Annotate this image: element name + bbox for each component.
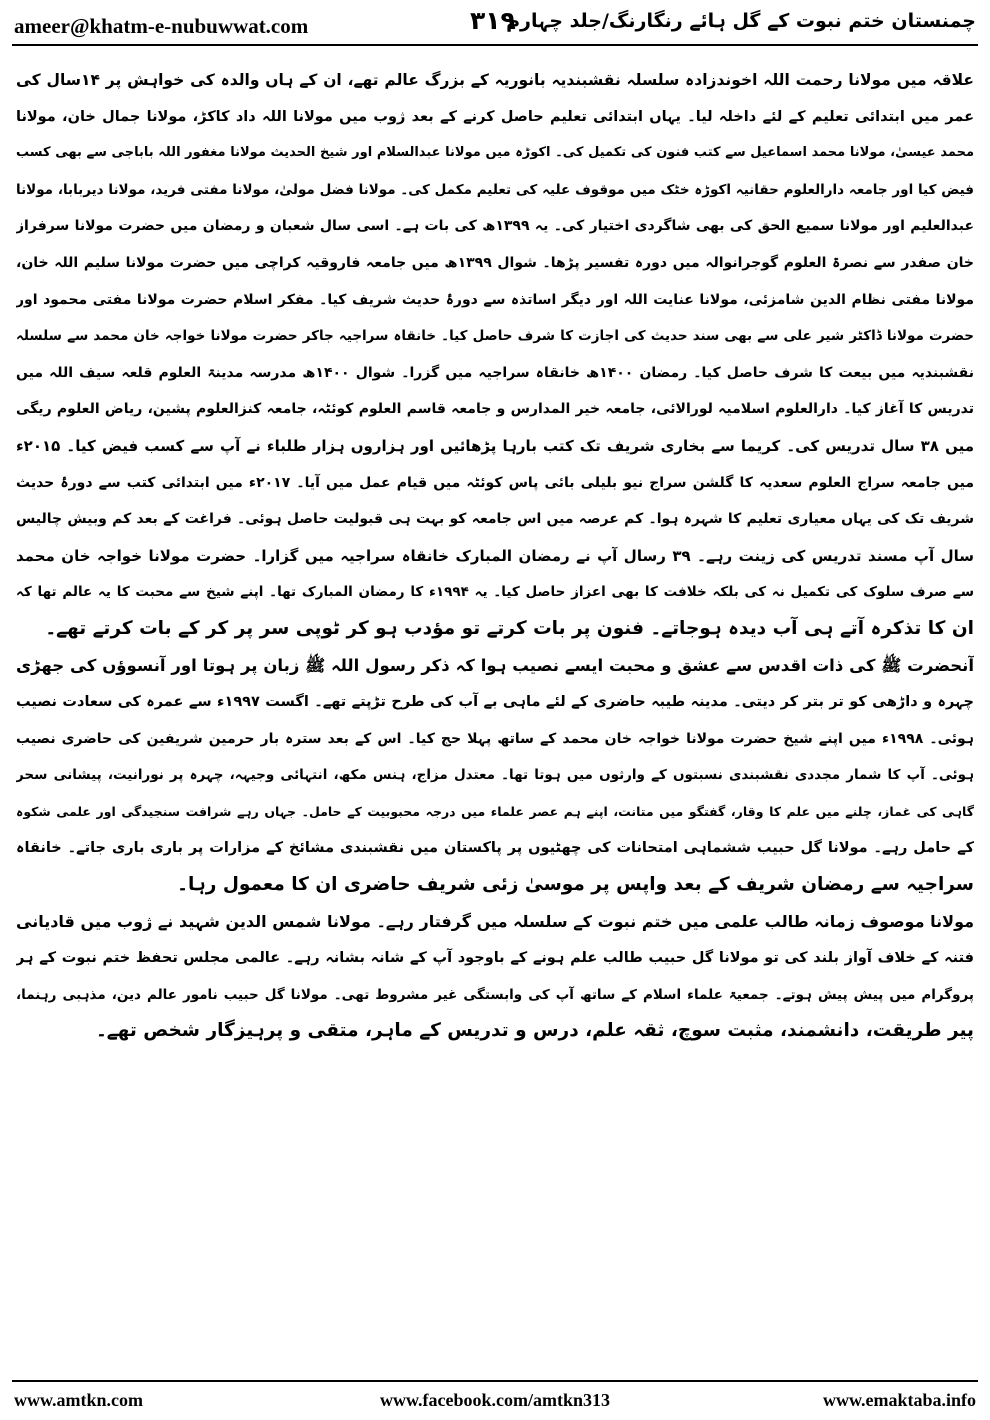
text-line: مولانا مفتی نظام الدین شامزئی، مولانا عنایت اللہ اور دیگر اساتذہ سے دورۂ حدیث شریف کیا۔ مفکر اسلام حضرت مولانا مفتی محمود اور xyxy=(16,291,974,308)
book-title: چمنستان ختم نبوت کے گل ہائے رنگارنگ/جلد چہارم xyxy=(506,10,976,32)
page-number: ۳۱۹ xyxy=(470,6,516,35)
text-line: فیض کیا اور جامعہ دارالعلوم حقانیہ اکوڑہ خٹک میں موقوف علیہ کی تعلیم مکمل کی۔ مولانا فضل مولیٰ، مولانا مفتی فرید، مولانا دیربابا، مولانا xyxy=(16,181,974,198)
footer-link-amtkn[interactable]: www.amtkn.com xyxy=(14,1390,143,1410)
page-footer xyxy=(0,1384,990,1420)
text-line: عمر میں ابتدائی تعلیم کے لئے داخلہ لیا۔ یہاں ابتدائی تعلیم حاصل کرنے کے بعد ژوب میں مولانا اللہ داد کاکڑ، مولانا جمال خان، مولانا xyxy=(16,108,974,125)
footer-link-facebook[interactable]: www.facebook.com/amtkn313 xyxy=(380,1390,610,1410)
paragraph-3 xyxy=(16,904,974,1050)
text-line: ہوئی۔ ۱۹۹۸ء میں اپنے شیخ حضرت مولانا خواجہ خان محمد کے ساتھ پہلا حج کیا۔ اس کے بعد سترہ بار حرمین شریفین کی حاضری نصیب xyxy=(16,730,974,747)
text-line: ہوئی۔ آپ کا شمار مجددی نقشبندی نسبتوں کے وارثوں میں ہوتا تھا۔ معتدل مزاج، ہنس مکھ، انتہائی وجیہہ، چہرہ پر نورانیت، پیشانی سحر xyxy=(16,767,974,784)
text-line: شریف تک کی یہاں معیاری تعلیم کا شہرہ ہوا۔ کم عرصہ میں اس جامعہ کو بہت ہی قبولیت حاصل ہوئی۔ فراغت کے بعد کم وبیش چالیس xyxy=(16,511,974,528)
header-email: ameer@khatm-e-nubuwwat.com xyxy=(14,14,309,38)
paragraph-2 xyxy=(16,648,974,904)
footer-link-emaktaba[interactable]: www.emaktaba.info xyxy=(822,1390,976,1410)
page-body xyxy=(16,62,974,1374)
footer-rule xyxy=(12,1380,978,1382)
text-line: سال آپ مسند تدریس کی زینت رہے۔ ۳۹ رسال آپ نے رمضان المبارک خانقاہ سراجیہ میں گزارا۔ حضرت مولانا خواجہ خان محمد xyxy=(16,546,974,565)
text-line: چہرہ و داڑھی کو تر بتر کر دیتی۔ مدینہ طیبہ حاضری کے لئے ماہی بے آب کی طرح تڑپتے تھے۔ اگست ۱۹۹۷ء سے عمرہ کی سعادت نصیب xyxy=(16,694,974,711)
text-line: عبدالعلیم اور مولانا سمیع الحق کی بھی شاگردی اختیار کی۔ یہ ۱۳۹۹ھ کی بات ہے۔ اسی سال شعبان و رمضان میں حضرت مولانا سرفراز xyxy=(16,218,974,235)
text-line: میں ۳۸ سال تدریس کی۔ کریما سے بخاری شریف تک کتب بارہا پڑھائیں اور ہزاروں ہزار طلباء نے آپ سے کسب فیض کیا۔ ۲۰۱۵ء xyxy=(16,436,974,455)
text-line: نقشبندیہ میں بیعت کا شرف حاصل کیا۔ رمضان ۱۴۰۰ھ خانقاہ سراجیہ میں گزرا۔ شوال ۱۴۰۰ھ مدرسہ مدینۃ العلوم قلعہ سیف اللہ میں xyxy=(16,364,974,381)
text-line: پیر طریقت، دانشمند، مثبت سوچ، ثقہ علم، درس و تدریس کے ماہر، متقی و پرہیزگار شخص تھے۔ xyxy=(95,1020,974,1042)
text-line: فتنہ کے خلاف آواز بلند کی تو مولانا گل حبیب طالب علم ہونے کے باوجود آپ کے شانہ بشانہ رہے۔ عالمی مجلس تحفظ ختم نبوت کے ہر xyxy=(16,950,974,967)
text-line: گاہی کی غماز، چلنے میں علم کا وقار، گفتگو میں متانت، اپنے ہم عصر علماء میں درجہ محبوبیت کے حامل۔ جہاں رہے شرافت سنجیدگی اور علمی شکوہ xyxy=(16,803,974,819)
text-line: پروگرام میں پیش پیش ہوتے۔ جمعیۃ علماء اسلام کے ساتھ آپ کی وابستگی غیر مشروط تھی۔ مولانا گل حبیب نامور عالم دین، مذہبی رہنما، xyxy=(16,986,974,1003)
text-line: حضرت مولانا ڈاکٹر شیر علی سے بھی سند حدیث کی اجازت کا شرف حاصل کیا۔ خانقاہ سراجیہ جاکر حضرت مولانا خواجہ خان محمد سے سلسلہ xyxy=(16,328,974,345)
text-line: محمد عیسیٰ، مولانا محمد اسماعیل سے کتب فنون کی تکمیل کی۔ اکوڑہ میں مولانا عبدالسلام اور شیخ الحدیث مولانا مغفور اللہ باباجی سے بھی کسب xyxy=(16,145,974,161)
text-line: خان صفدر سے نصرۃ العلوم گوجرانوالہ میں دورہ تفسیر پڑھا۔ شوال ۱۳۹۹ھ میں جامعہ فاروقیہ کراچی میں حضرت مولانا سلیم اللہ خان، xyxy=(16,254,974,271)
text-line: علاقہ میں مولانا رحمت اللہ اخوندزادہ سلسلہ نقشبندیہ بانوریہ کے بزرگ عالم تھے، ان کے ہاں والدہ کی خواہش پر ۱۴سال کی xyxy=(16,71,974,89)
text-line: کے حامل رہے۔ مولانا گل حبیب ششماہی امتحانات کی چھٹیوں پر پاکستان میں نقشبندی مشائخ کے مزارات پر باری باری جاتے۔ خانقاہ xyxy=(16,840,974,857)
header-rule xyxy=(12,44,978,46)
text-line: مولانا موصوف زمانہ طالب علمی میں ختم نبوت کے سلسلہ میں گرفتار رہے۔ مولانا شمس الدین شہید نے ژوب میں قادیانی xyxy=(16,911,974,931)
text-line: آنحضرت ﷺ کی ذات اقدس سے عشق و محبت ایسے نصیب ہوا کہ ذکر رسول اللہ ﷺ زبان پر ہوتا اور آنسوؤں کی جھڑی xyxy=(16,655,974,675)
text-line: ان کا تذکرہ آتے ہی آب دیدہ ہوجاتے۔ فنون پر بات کرتے تو مؤدب ہو کر ٹوپی سر پر کر کے بات کرتے تھے۔ xyxy=(45,617,974,639)
paragraph-1 xyxy=(16,62,974,648)
text-line: سے صرف سلوک کی تکمیل نہ کی بلکہ خلافت کا بھی اعزاز حاصل کیا۔ یہ ۱۹۹۴ء کا رمضان المبارک تھا۔ اپنے شیخ سے محبت کا یہ عالم تھا کہ xyxy=(16,584,974,601)
page-header xyxy=(0,0,990,48)
text-line: میں جامعہ سراج العلوم سعدیہ کا گلشن سراج نیو بلیلی بائی پاس کوئٹہ میں قیام عمل میں آیا۔ ۲۰۱۷ء میں ابتدائی کتب سے دورۂ حدیث xyxy=(16,474,974,491)
text-line: سراجیہ سے رمضان شریف کے بعد واپس پر موسیٰ زئی شریف حاضری ان کا معمول رہا۔ xyxy=(177,874,974,896)
text-line: تدریس کا آغاز کیا۔ دارالعلوم اسلامیہ لورالائی، جامعہ خیر المدارس و جامعہ قاسم العلوم کوئٹہ، جامعہ کنزالعلوم پشین، ریاض العلوم ریگی xyxy=(16,401,974,418)
